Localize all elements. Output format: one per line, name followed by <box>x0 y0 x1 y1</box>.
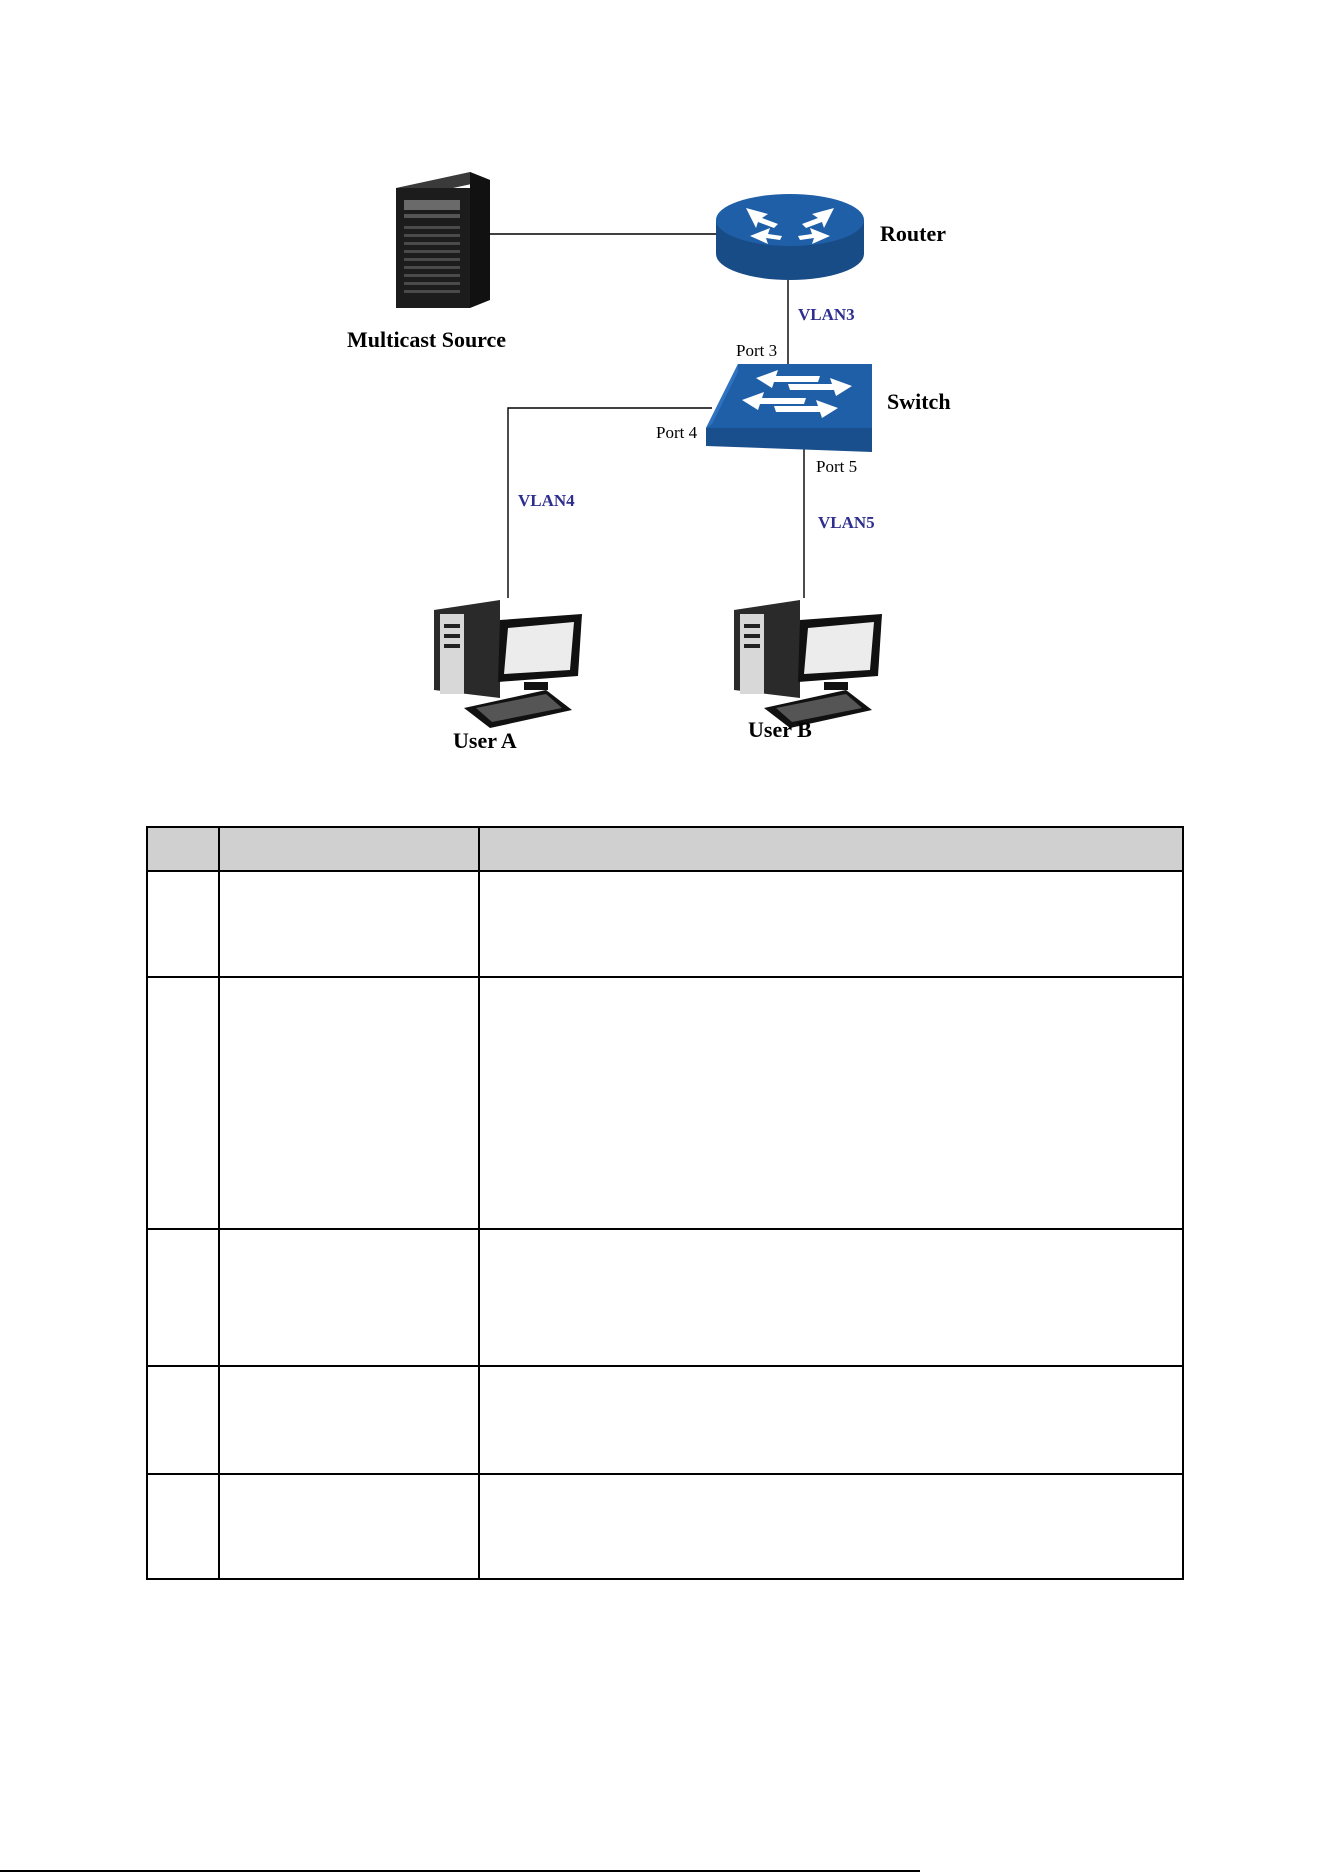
table-cell <box>147 1366 219 1474</box>
table-cell <box>219 871 479 977</box>
router-label: Router <box>880 221 946 246</box>
vlan3-label: VLAN3 <box>798 305 855 324</box>
table-cell <box>479 1366 1183 1474</box>
switch-icon <box>706 364 872 452</box>
table-cell <box>479 1474 1183 1579</box>
table-cell <box>219 1229 479 1366</box>
table-cell <box>219 1366 479 1474</box>
table-row <box>147 977 1183 1229</box>
router-icon <box>716 194 864 280</box>
header-cell-description <box>479 827 1183 871</box>
user-b-label: User B <box>748 717 812 742</box>
table-row <box>147 1474 1183 1579</box>
vlan4-label: VLAN4 <box>518 491 575 510</box>
table-cell <box>219 977 479 1229</box>
table-cell <box>219 1474 479 1579</box>
header-cell-step <box>147 827 219 871</box>
table-cell <box>147 1229 219 1366</box>
table-cell <box>147 1474 219 1579</box>
table-cell <box>147 871 219 977</box>
port5-label: Port 5 <box>816 457 858 476</box>
footer-rule <box>0 1870 920 1872</box>
table-header-row <box>147 827 1183 871</box>
computer-icon <box>734 600 882 728</box>
configuration-steps-table <box>146 826 1184 1580</box>
table-cell <box>479 977 1183 1229</box>
server-icon <box>396 172 490 308</box>
table-cell <box>479 1229 1183 1366</box>
port4-label: Port 4 <box>656 423 698 442</box>
port3-label: Port 3 <box>736 341 778 360</box>
multicast-source-label: Multicast Source <box>347 327 507 352</box>
table-row <box>147 871 1183 977</box>
computer-icon <box>434 600 582 728</box>
table-cell <box>479 871 1183 977</box>
table-cell <box>147 977 219 1229</box>
user-a-label: User A <box>453 728 517 753</box>
table-row <box>147 1229 1183 1366</box>
table-row <box>147 1366 1183 1474</box>
header-cell-operation <box>219 827 479 871</box>
switch-label: Switch <box>887 389 951 414</box>
vlan5-label: VLAN5 <box>818 513 875 532</box>
network-topology-diagram <box>0 0 1324 800</box>
